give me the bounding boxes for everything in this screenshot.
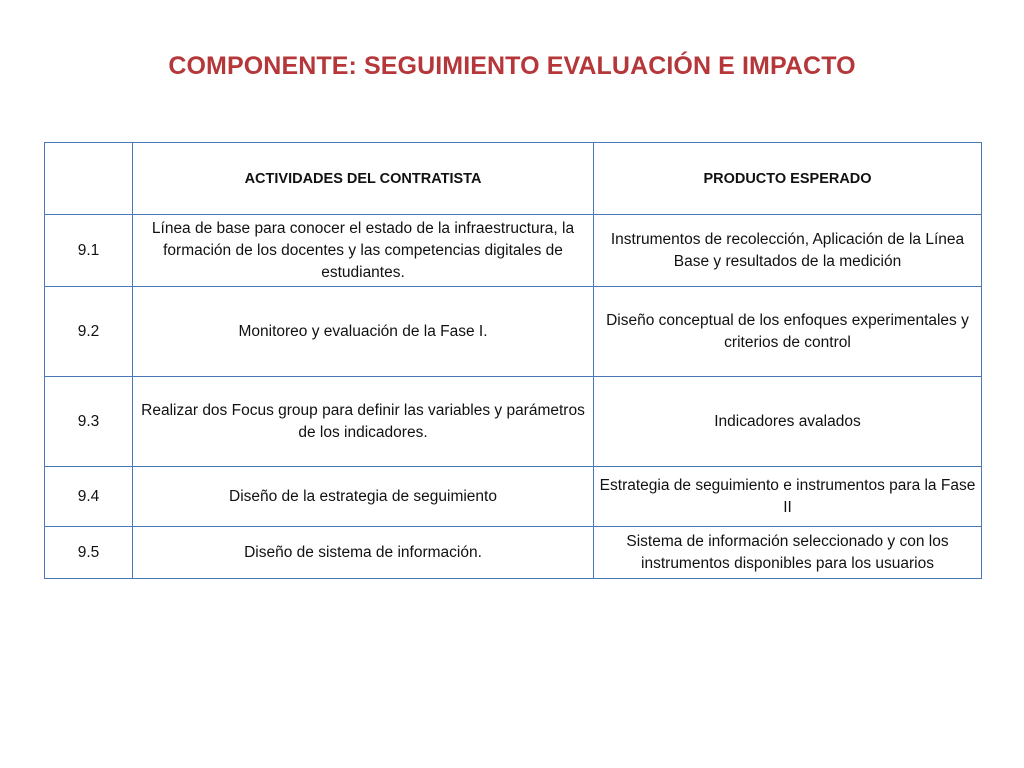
row-activity: Línea de base para conocer el estado de la infraestructura, la formación de los docentes y las competencias digitales de estudiantes. — [133, 215, 594, 287]
row-number: 9.3 — [45, 377, 133, 467]
row-activity: Monitoreo y evaluación de la Fase I. — [133, 287, 594, 377]
header-product: PRODUCTO ESPERADO — [594, 143, 982, 215]
page-title: COMPONENTE: SEGUIMIENTO EVALUACIÓN E IMPACTO — [168, 52, 856, 80]
row-number: 9.1 — [45, 215, 133, 287]
row-activity: Realizar dos Focus group para definir las variables y parámetros de los indicadores. — [133, 377, 594, 467]
row-product: Sistema de información seleccionado y con los instrumentos disponibles para los usuarios — [594, 527, 982, 579]
activities-table — [44, 142, 982, 579]
row-product: Indicadores avalados — [594, 377, 982, 467]
row-number: 9.5 — [45, 527, 133, 579]
table-row — [45, 467, 982, 527]
table-row — [45, 527, 982, 579]
header-activities: ACTIVIDADES DEL CONTRATISTA — [133, 143, 594, 215]
header-number — [45, 143, 133, 215]
table-row — [45, 377, 982, 467]
row-product: Diseño conceptual de los enfoques experimentales y criterios de control — [594, 287, 982, 377]
table-header-row — [45, 143, 982, 215]
row-product: Estrategia de seguimiento e instrumentos para la Fase II — [594, 467, 982, 527]
row-number: 9.4 — [45, 467, 133, 527]
row-product: Instrumentos de recolección, Aplicación de la Línea Base y resultados de la medición — [594, 215, 982, 287]
row-activity: Diseño de la estrategia de seguimiento — [133, 467, 594, 527]
table-row — [45, 215, 982, 287]
row-number: 9.2 — [45, 287, 133, 377]
table-row — [45, 287, 982, 377]
row-activity: Diseño de sistema de información. — [133, 527, 594, 579]
